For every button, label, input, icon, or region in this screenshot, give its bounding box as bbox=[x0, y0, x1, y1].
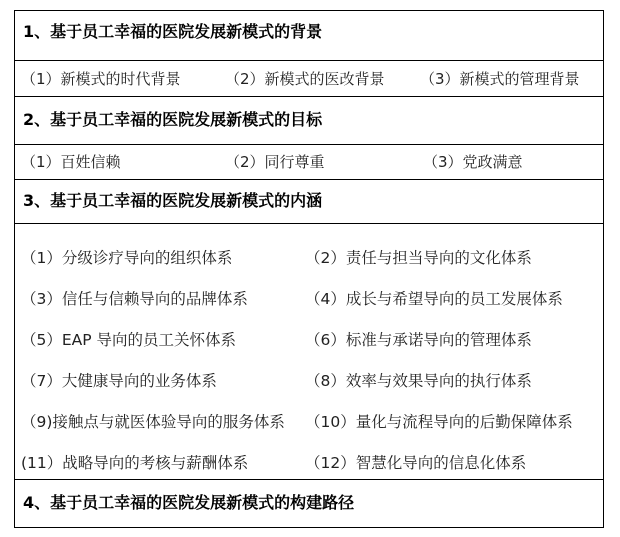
connotation-item-5: （5）EAP 导向的员工关怀体系 bbox=[21, 331, 237, 349]
section-4-title: 4、基于员工幸福的医院发展新模式的构建路径 bbox=[23, 493, 355, 512]
connotation-item-1: （1）分级诊疗导向的组织体系 bbox=[21, 249, 233, 267]
connotation-item-8: （8）效率与效果导向的执行体系 bbox=[305, 372, 532, 390]
connotation-item-11: (11）战略导向的考核与薪酬体系 bbox=[21, 454, 249, 472]
section-1-item-2: （2）新模式的医改背景 bbox=[225, 70, 385, 88]
connotation-item-12: （12）智慧化导向的信息化体系 bbox=[305, 454, 527, 472]
connotation-item-3: （3）信任与信赖导向的品牌体系 bbox=[21, 290, 248, 308]
section-1-item-3: （3）新模式的管理背景 bbox=[420, 70, 580, 88]
section-2-item-3: （3）党政满意 bbox=[423, 153, 523, 171]
section-3-grid bbox=[15, 224, 603, 480]
section-2-header bbox=[15, 97, 603, 145]
section-1-item-1: （1）新模式的时代背景 bbox=[21, 70, 181, 88]
section-2-items bbox=[15, 145, 603, 180]
connotation-item-6: （6）标准与承诺导向的管理体系 bbox=[305, 331, 532, 349]
connotation-item-2: （2）责任与担当导向的文化体系 bbox=[305, 249, 532, 267]
section-4-header bbox=[15, 480, 603, 527]
connotation-item-7: （7）大健康导向的业务体系 bbox=[21, 372, 217, 390]
section-1-title: 1、基于员工幸福的医院发展新模式的背景 bbox=[23, 22, 323, 41]
section-1-items bbox=[15, 61, 603, 97]
section-2-title: 2、基于员工幸福的医院发展新模式的目标 bbox=[23, 110, 323, 129]
section-3-header bbox=[15, 180, 603, 224]
framework-table bbox=[14, 10, 604, 528]
section-2-item-1: （1）百姓信赖 bbox=[21, 153, 121, 171]
connotation-item-10: （10）量化与流程导向的后勤保障体系 bbox=[305, 413, 573, 431]
section-2-item-2: （2）同行尊重 bbox=[225, 153, 325, 171]
section-1-header bbox=[15, 11, 603, 61]
section-3-title: 3、基于员工幸福的医院发展新模式的内涵 bbox=[23, 191, 323, 210]
connotation-item-4: （4）成长与希望导向的员工发展体系 bbox=[305, 290, 563, 308]
connotation-item-9: （9)接触点与就医体验导向的服务体系 bbox=[21, 413, 285, 431]
